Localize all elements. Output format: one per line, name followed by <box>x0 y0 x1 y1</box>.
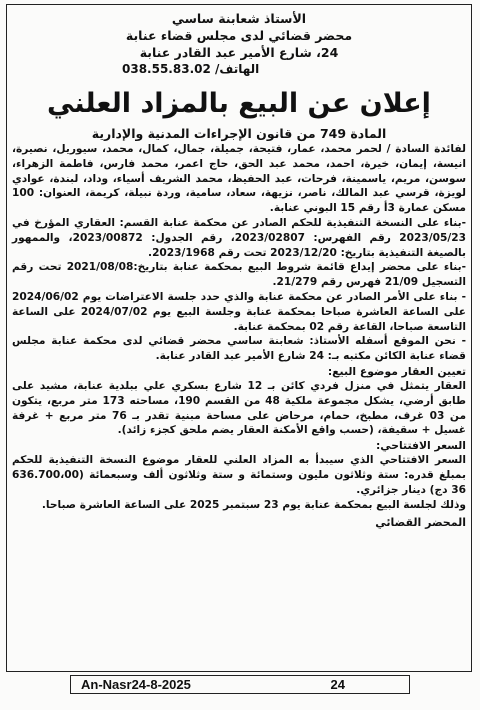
announcement-content <box>12 10 466 531</box>
legal-article: المادة 749 من قانون الإجراءات المدنية والإدارية <box>91 126 387 141</box>
property-description: العقار يتمثل في منزل فردي كائن بـ 12 شارع بسكري علي ببلدية عنابة، مشيد على طابق أرضي، يشكل مجموعة ملكية 48 من القسم 190، مساحته 173 متر مربع، يتكون من 03 غرف، مطبخ، حمام، مرحاض على مساحة مبنية تقدر بـ 76 متر مربع + غرفة غسيل + سقيفة، (حسب واقع الأمكنة العقار يضم ملحق كجزء زائد). <box>12 379 467 437</box>
page-number: 24 <box>330 677 345 692</box>
paragraph-conditions: -بناء على محضر إيداع قائمة شروط البيع بمحكمة عنابة بتاريخ:2021/08/08 تحت رقم التسجيل 21/09 فهرس رقم 21/279. <box>12 261 466 289</box>
phone-number: 038.55.83.02 <box>122 62 211 76</box>
price-description: السعر الافتتاحي الذي سيبدأ به المزاد العلني للعقار موضوع النسخة التنفيذية للحكم بمبلغ قدره: ستة وثلاثون مليون وستمائة و ستة وثلاثون ألف وسبعمائة (636.700،00 36 دج) دينار جزائري. <box>12 454 466 496</box>
price-section-title: السعر الافتتاحي: <box>375 439 466 453</box>
phone-label: الهاتف/ <box>215 62 260 76</box>
paragraph-order: - بناء على الأمر الصادر عن محكمة عنابة والذي حدد جلسة الاعتراضات يوم 2024/06/02 على الساعة العاشرة صباحا بمحكمة عنابة وجلسة البيع يوم 2024/07/02 على الساعة التاسعة صباحا، القاعة رقم 02 بمحكمة عنابة. <box>12 290 467 333</box>
signature: المحضر القضائي <box>375 516 466 530</box>
property-section-title: تعيين العقار موضوع البيع: <box>327 364 466 378</box>
sale-session: وذلك لجلسة البيع بمحكمة عنابة يوم 23 سبتمبر 2025 على الساعة العاشرة صباحا. <box>41 498 466 511</box>
paragraph-bailiff: - نحن الموقع أسفله الأستاذ: شعابنة ساسي محضر قضائي لدى محكمة عنابة مجلس قضاء عنابة الكائن مكتبه بـ: 24 شارع الأمير عبد القادر عنابة. <box>12 335 466 363</box>
bailiff-phone <box>12 61 466 77</box>
announcement-title: إعلان عن البيع بالمزاد العلني <box>47 88 431 119</box>
announcement-body <box>12 142 466 531</box>
paragraph-beneficiaries: لفائدة السادة / لحمر محمد، عمار، فتيحة، جميلة، جمال، كمال، محمد، سيوريل، نصيرة، انيسة، إيمان، خيرة، احمد، محمد عبد الحق، حاج اعمر، محمد فارس، فاطمة الزهراء، سوسن، مريم، ياسمينة، فرحات، عبد الحفيظ، محمد الشريف أسياء، وداد، لبندة، عوادي لويزة، قرسي عبد المالك، ناصر، نزيهة، سعاد، سامية، وردة نبيلة، كريمة، العنوان: 100 مسكن عمارة 3أ رقم 15 البوني عنابة. <box>12 143 466 215</box>
bailiff-name: الأستاذ شعابنة ساسي <box>171 11 307 26</box>
bailiff-title: محضر قضائي لدى مجلس قضاء عنابة <box>125 28 353 43</box>
paragraph-judgment: -بناء على النسخة التنفيذية للحكم الصادر عن محكمة عنابة القسم: العقاري المؤرخ في 2023/05/23 رقم الفهرس: 2023/02807، رقم الجدول: 2023/00872، والممهور بالصيغة التنفيذية بتاريخ: 2023/12/20 تحت رقم 2023/1968. <box>12 216 466 259</box>
bailiff-address: 24، شارع الأمير عبد القادر عنابة <box>139 45 339 60</box>
publication-footer <box>70 675 410 694</box>
bailiff-header <box>12 10 466 77</box>
publication-date: An-Nasr24-8-2025 <box>81 677 191 692</box>
